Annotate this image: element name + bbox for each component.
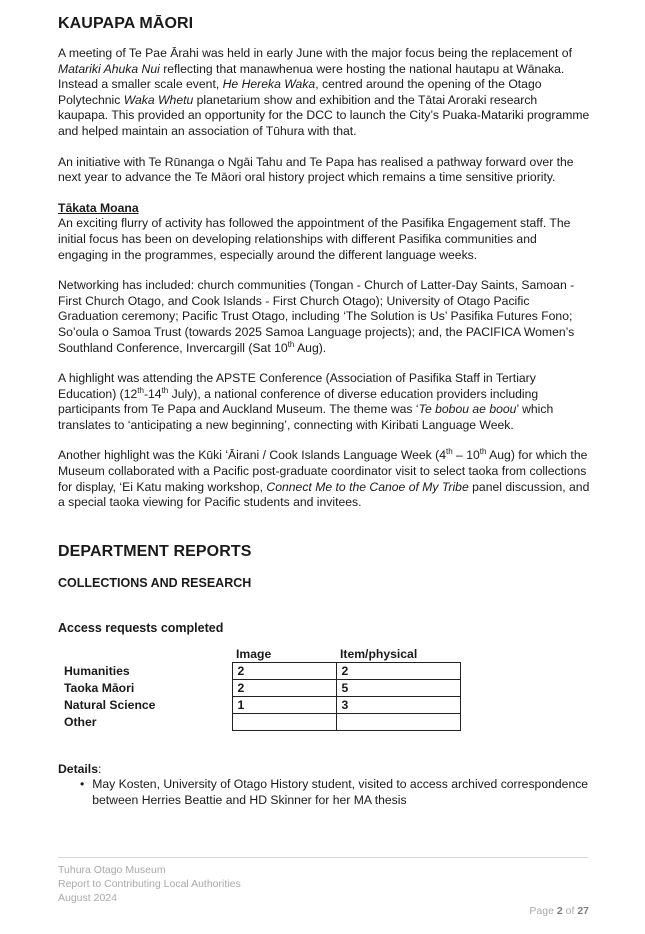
- takata-paragraph-1: An exciting flurry of activity has followed the appointment of the Pasifika Engagement staff. The initial focus has been on developing relationships with different Pasifika communities and engaging in the programmes, especially around the different language weeks.: [58, 216, 571, 262]
- kaupapa-paragraph-1: A meeting of Te Pae Ārahi was held in early June with the major focus being the replacement of Matariki Ahuka Nui reflecting that manawhenua were hosting the national hautapu at Wānaka. Instead a smaller scale event, He Hereka Waka, centred around the opening of the Otago Polytechnic Waka Whetu planetarium show and exhibition and the Tātai Aroraki research kaupapa. This provided an opportunity for the DCC to launch the City’s Puaka-Matariki programme and helped maintain an association of Tūhura with that.: [58, 46, 590, 138]
- cell-item: [336, 713, 460, 730]
- table-corner: [58, 646, 232, 663]
- page-number: Page 2 of 27: [529, 905, 589, 917]
- takata-paragraph-2: Networking has included: church communities (Tongan - Church of Latter-Day Saints, Samoan - First Church Otago, and Cook Islands - First Church Otago); University of Otago Pacific Graduation ceremony; Pacific Trust Otago, including ‘The Solution is Us’ Pasifika Futures Fono; So’oula o Samoa Trust (towards 2025 Samoa Language projects); and, the PACIFICA Women’s Southland Conference, Invercargill (Sat 10th Aug).: [58, 278, 575, 355]
- table-row: [58, 662, 460, 679]
- department-reports-heading: DEPARTMENT REPORTS: [58, 542, 252, 560]
- row-label: Natural Science: [64, 697, 156, 712]
- table-row: [58, 679, 460, 696]
- access-requests-table: [58, 646, 461, 731]
- cell-image: 1: [232, 696, 336, 713]
- cell-item: 5: [336, 679, 460, 696]
- footer-org: Tuhura Otago Museum: [58, 864, 166, 876]
- footer-date: August 2024: [58, 892, 117, 904]
- row-label: Humanities: [64, 663, 130, 678]
- bullet-text: May Kosten, University of Otago History student, visited to access archived correspondence between Herries Beattie and HD Skinner for her MA thesis: [92, 777, 589, 808]
- cell-image: [232, 713, 336, 730]
- kaupapa-paragraph-2: An initiative with Te Rūnanga o Ngāi Tahu and Te Papa has realised a pathway forward over the next year to advance the Te Māori oral history project which remains a time sensitive priority.: [58, 154, 574, 185]
- takata-moana-heading: Tākata Moana: [58, 200, 139, 215]
- collections-research-heading: COLLECTIONS AND RESEARCH: [58, 575, 252, 590]
- table-row: [58, 696, 460, 713]
- takata-paragraph-3: A highlight was attending the APSTE Conference (Association of Pasifika Staff in Tertiary Education) (12th-14th July), a national conference of diverse education providers including participants from Te Papa and Auckland Museum. The theme was ‘Te bobou ae boou’ which translates to ‘anticipating a new beginning’, connecting with Kiribati Language Week.: [58, 371, 554, 432]
- table-header-row: [58, 646, 460, 663]
- kaupapa-heading: KAUPAPA MĀORI: [58, 15, 194, 32]
- column-header-item: Item/physical: [340, 646, 418, 661]
- footer-divider: [58, 857, 588, 858]
- cell-item: 2: [336, 662, 460, 679]
- takata-paragraph-4: Another highlight was the Kūki ʻĀirani / Cook Islands Language Week (4th – 10th Aug) for which the Museum collaborated with a Pacific post-graduate coordinator visit to select taoka from collections for display, ‘Ei Katu making workshop, Connect Me to the Canoe of My Tribe panel discussion, and a special taoka viewing for Pacific students and invitees.: [58, 447, 590, 510]
- footer-report-title: Report to Contributing Local Authorities: [58, 878, 241, 890]
- cell-item: 3: [336, 696, 460, 713]
- access-requests-heading: Access requests completed: [58, 620, 224, 635]
- page-footer: [58, 857, 588, 905]
- row-label: Taoka Māori: [64, 680, 135, 695]
- table-row: [58, 713, 460, 730]
- bullet-icon: •: [80, 777, 85, 792]
- list-item: [58, 777, 590, 808]
- cell-image: 2: [232, 679, 336, 696]
- details-label: Details:: [58, 761, 102, 776]
- column-header-image: Image: [236, 646, 272, 661]
- row-label: Other: [64, 714, 97, 729]
- report-page: [58, 14, 590, 809]
- cell-image: 2: [232, 662, 336, 679]
